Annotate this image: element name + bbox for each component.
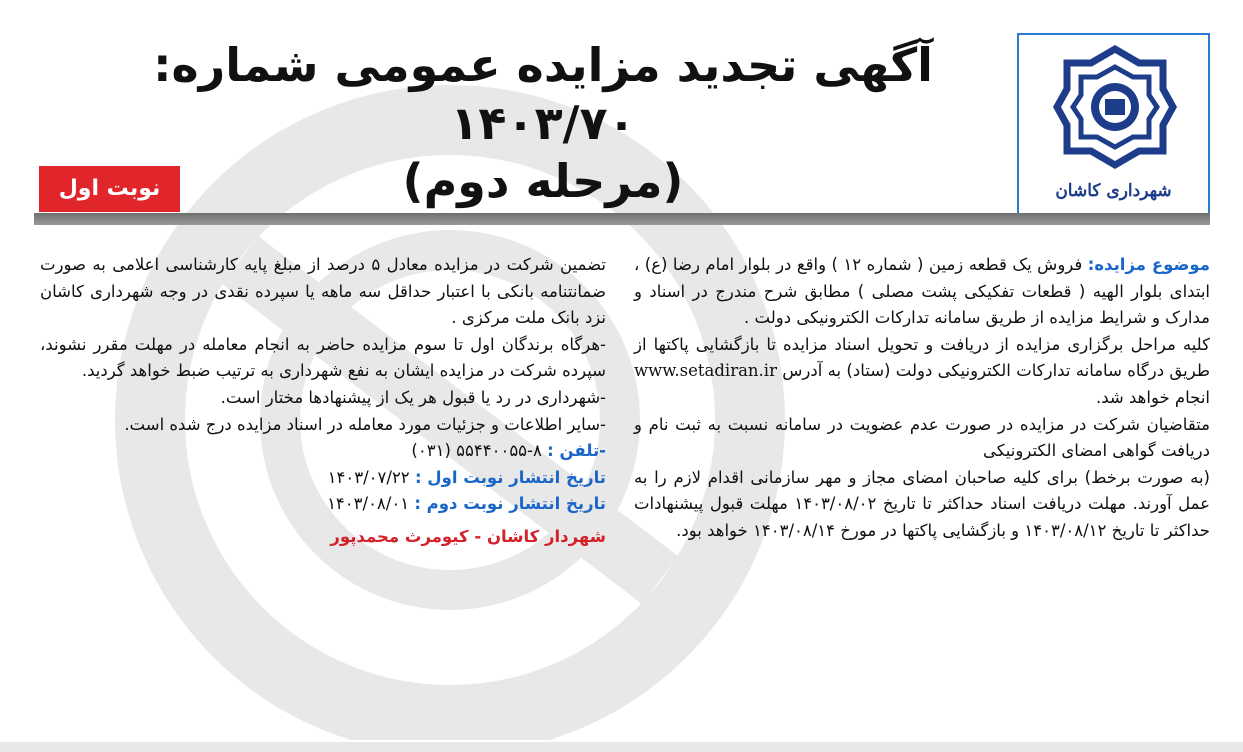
- deadlines-paragraph: (به صورت برخط) برای کلیه صاحبان امضای مجاز و مهر سازمانی اقدام لازم را به عمل آورند. مهلت دریافت اسناد حداکثر تا تاریخ ۱۴۰۳/۰۸/۰۲ مهلت قبول پیشنهادات حداکثر تا تاریخ ۱۴۰۳/۰۸/۱۲ و بازگشایی پاکتها در مورخ ۱۴۰۳/۰۸/۱۴ خواهد بود.: [634, 467, 1211, 540]
- logo-caption: شهرداری کاشان: [1055, 181, 1172, 201]
- process-text-end: انجام خواهد شد.: [1096, 387, 1210, 407]
- bottom-strip: [0, 742, 1243, 752]
- page-title: [93, 36, 993, 210]
- setadiran-url: www.setadiran.ir: [634, 361, 777, 381]
- phone-value: ۸-۵۵۴۴۰۰۵۵ (۰۳۱): [411, 441, 548, 461]
- process-text: کلیه مراحل برگزاری مزایده از دریافت و تحویل اسناد مزایده تا بازگشایی پاکتها از طریق درگاه سامانه تدارکات الکترونیکی دولت (ستاد) به آدرس: [634, 334, 1210, 381]
- kashan-municipality-logo-icon: [1053, 41, 1177, 173]
- forfeit-paragraph: -هرگاه برندگان اول تا سوم مزایده حاضر به انجام معامله در مهلت مقرر نشوند، سپرده شرکت در مزایده ایشان به نفع شهرداری به ترتیب ضبط خواهد گردید.: [40, 334, 606, 381]
- mayor-signature: شهردار کاشان - کیومرث محمدپور: [330, 526, 606, 546]
- details-paragraph: -سایر اطلاعات و جزئیات مورد معامله در اسناد مزایده درج شده است.: [124, 414, 606, 434]
- publish-date-second-value: ۱۴۰۳/۰۸/۰۱: [327, 494, 415, 514]
- publish-date-first: [40, 465, 606, 492]
- subject-label: موضوع مزایده:: [1087, 255, 1210, 274]
- publish-date-second: [40, 491, 606, 518]
- municipality-logo: [1017, 33, 1210, 217]
- phone-label: -تلفن :: [547, 441, 606, 461]
- subject-text: فروش یک قطعه زمین ( شماره ۱۲ ) واقع در بلوار امام رضا (ع) ، ابتدای بلوار الهیه ( قطعات تفکیکی پشت مصلی ) مطابق شرح مندرج در اسناد و مدارک و شرایط مزایده از طریق سامانه تدارکات الکترونیکی دولت .: [634, 255, 1210, 328]
- publish-date-second-label: تاریخ انتشار نوبت دوم :: [414, 494, 606, 514]
- right-column: [634, 252, 1210, 545]
- publish-date-first-label: تاریخ انتشار نوبت اول :: [414, 467, 606, 487]
- publication-round-badge: نوبت اول: [39, 166, 180, 212]
- guarantee-paragraph: تضمین شرکت در مزایده معادل ۵ درصد از مبلغ پایه کارشناسی اعلامی به صورت ضمانتنامه بانکی با اعتبار حداقل سه ماهه یا سپرده نقدی در وجه شهرداری کاشان نزد بانک ملت مرکزی .: [40, 255, 607, 328]
- rights-paragraph: -شهرداری در رد یا قبول هر یک از پیشنهادها مختار است.: [220, 387, 606, 407]
- process-paragraph: [634, 332, 1210, 412]
- header-divider: [34, 213, 1210, 225]
- phone-line: [40, 438, 606, 465]
- publish-date-first-value: ۱۴۰۳/۰۷/۲۲: [327, 467, 415, 487]
- left-column: [40, 252, 606, 551]
- subject-paragraph: [634, 252, 1210, 332]
- registration-paragraph: متقاضیان شرکت در مزایده در صورت عدم عضویت در سامانه نسبت به ثبت نام و دریافت گواهی امضای الکترونیکی: [634, 414, 1210, 461]
- title-line-1: آگهی تجدید مزایده عمومی شماره: ۱۴۰۳/۷۰: [153, 38, 933, 150]
- title-line-2: (مرحله دوم): [402, 154, 684, 208]
